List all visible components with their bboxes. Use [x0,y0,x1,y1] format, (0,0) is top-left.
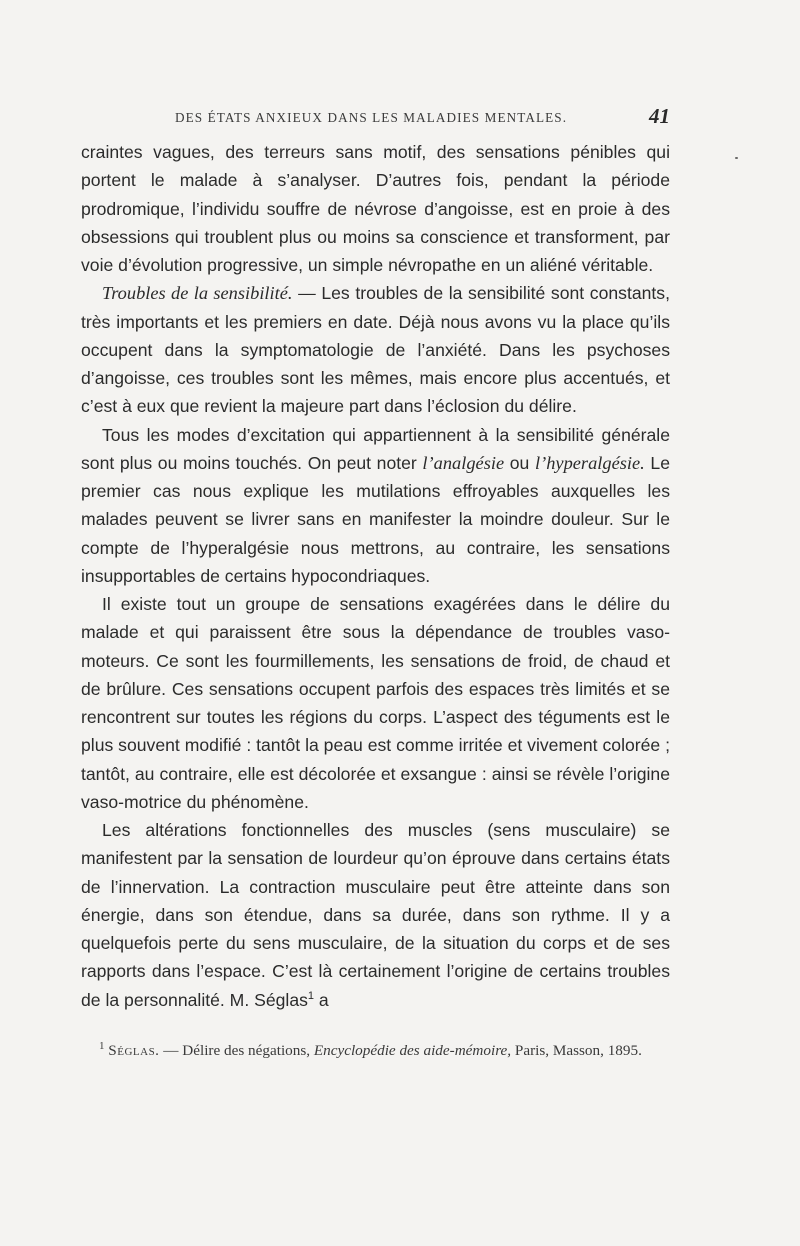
paragraph-3-text-c: Le premier cas nous explique les mutilations effroyables auxquelles les malades peuvent se livrer sans en manifester la moindre douleur. Sur le compte de l’hyperalgésie nous mettrons, au contraire, les sensations insupportables de certains hypocondriaques. [81,452,670,586]
term-hyperalgesie: l’hyperalgésie. [534,452,645,473]
footnote-author: Séglas. [108,1041,160,1059]
footnote-text-a: — Délire des négations, [159,1041,314,1059]
running-head [81,104,670,134]
book-page [81,104,670,1062]
footnote [81,1040,670,1062]
running-title: DES ÉTATS ANXIEUX DANS LES MALADIES MENTALES. [175,110,568,125]
paragraph-3 [81,421,670,591]
term-analgesie: l’analgésie [422,452,505,473]
section-heading: Troubles de la sensibilité. [102,283,293,304]
footnote-marker: 1 [99,1039,105,1052]
footnote-reference: 1 [307,989,315,1002]
page-number: 41 [649,104,670,128]
paragraph-5-end: a [314,989,329,1010]
paragraph-3-text-a: Tous les modes d’excitation qui appartiennent à la sensibilité générale sont plus ou moins touchés. On peut noter [81,424,670,473]
paragraph-5-text: Les altérations fonctionnelles des muscles (sens musculaire) se manifestent par la sensation de lourdeur qu’on éprouve dans certains états de l’innervation. La contraction musculaire peut être atteinte dans son énergie, dans son étendue, dans sa durée, dans son rythme. Il y a quelquefois perte du sens musculaire, de la situation du corps et de ses rapports dans l’espace. C’est là certainement l’origine de certains troubles de la personnalité. M. Séglas [81,820,670,1010]
paper-speck [735,157,738,159]
footnote-title: Encyclopédie des aide-mémoire, [313,1041,512,1059]
paragraph-2-text: — Les troubles de la sensibilité sont constants, très importants et les premiers en date. Déjà nous avons vu la place qu’ils occupent dans la symptomatologie de l’anxiété. Dans les psychoses d’angoisse, ces troubles sont les mêmes, mais encore plus accentués, et c’est à eux que revient la majeure part dans l’éclosion du délire. [81,283,670,417]
paragraph-4: Il existe tout un groupe de sensations exagérées dans le délire du malade et qui paraissent être sous la dépendance de troubles vaso-moteurs. Ce sont les fourmillements, les sensations de froid, de chaud et de brûlure. Ces sensations occupent parfois des espaces très limités et se rencontrent sur toutes les régions du corps. L’aspect des téguments est le plus souvent modifié : tantôt la peau est comme irritée et vivement colorée ; tantôt, au contraire, elle est décolorée et exsangue : ainsi se révèle l’origine vaso-motrice du phénomène. [81,594,670,812]
paragraph-5 [81,816,670,1014]
paragraph-1: craintes vagues, des terreurs sans motif, des sensations pénibles qui portent le malade à s’analyser. D’autres fois, pendant la période prodromique, l’individu souffre de névrose d’angoisse, est en proie à des obsessions qui troublent plus ou moins sa conscience et transforment, par voie d’évolution progressive, un simple névropathe en un aliéné véritable. [81,142,670,275]
footnote-text-b: Paris, Masson, 1895. [511,1041,642,1059]
body-text [81,138,670,1014]
paragraph-2 [81,279,670,420]
paragraph-3-text-b: ou [504,452,535,473]
